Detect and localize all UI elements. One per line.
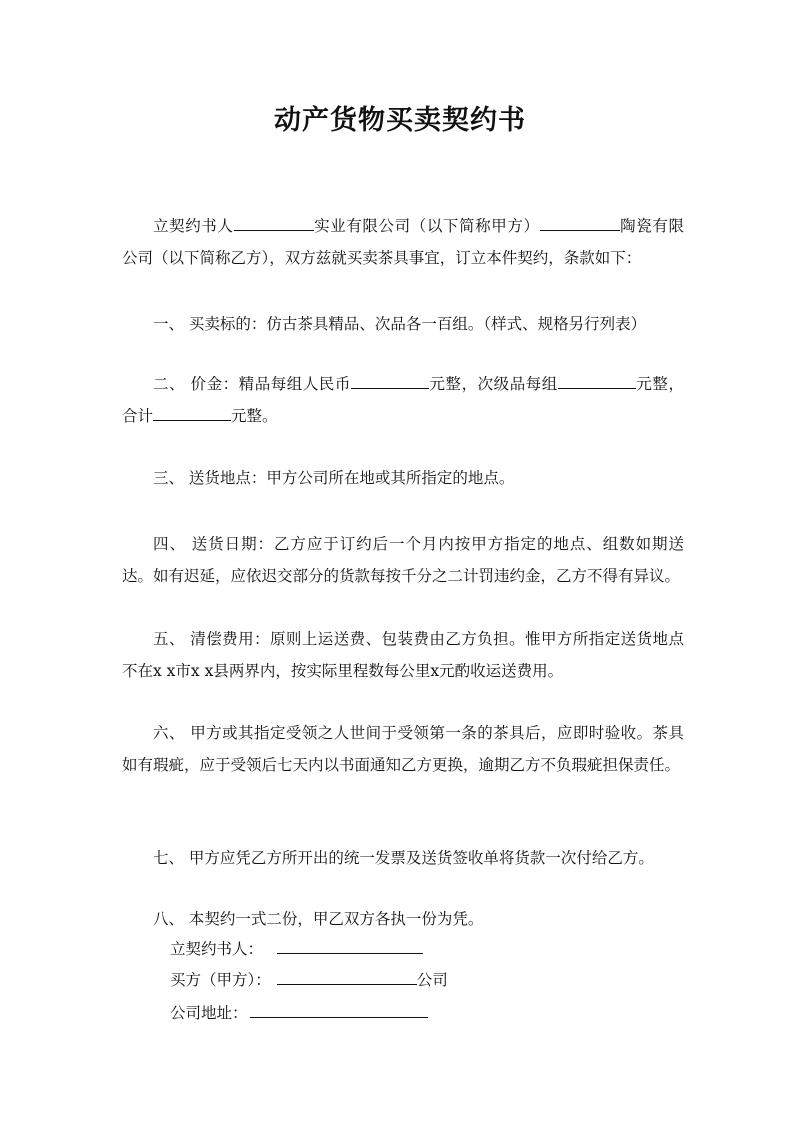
clause-5 [122,623,684,687]
signer-label: 立契约书人： [170,940,264,958]
second-price-blank [558,372,636,389]
clause-1 [122,308,684,340]
clause-2-text-c: 元整，合计 [122,375,684,425]
intro-text-2: 实业有限公司（以下简称甲方） [313,217,540,235]
clause-8 [122,903,684,935]
clause-7 [122,842,684,874]
signer-row [170,937,423,961]
clause-2-text-b: 元整，次级品每组 [428,375,558,393]
intro-paragraph [122,210,684,274]
buyer-suffix: 公司 [416,971,448,989]
clause-6-text: 六、 甲方或其指定受领之人世间于受领第一条的茶具后，应即时验收。茶具如有瑕疵，应于受领后七天内以书面通知乙方更换，逾期乙方不负瑕疵担保责任。 [122,724,684,774]
signer-blank [277,937,423,954]
clause-2-text-a: 二、 价金：精品每组人民币 [153,375,351,393]
clause-1-text: 一、 买卖标的：仿古茶具精品、次品各一百组。（样式、规格另行列表） [153,315,647,333]
intro-text-3: 陶瓷有限公司（以下简称乙方），双方兹就买卖茶具事宜，订立本件契约，条款如下： [122,217,684,267]
clause-3-text: 三、 送货地点：甲方公司所在地或其所指定的地点。 [153,469,515,487]
buyer-company-blank [277,968,417,985]
total-price-blank [153,404,231,421]
clause-5-text: 五、 清偿费用：原则上运送费、包装费由乙方负担。惟甲方所指定送货地点不在x x市x x县两界内，按实际里程数每公里x元酌收运送费用。 [122,630,684,680]
party-a-name-blank [234,214,314,231]
party-b-name-blank [540,214,620,231]
address-row [170,1001,428,1025]
fine-price-blank [351,372,429,389]
clause-3 [122,462,684,494]
address-blank [250,1001,428,1018]
clause-4 [122,528,684,592]
clause-2-text-d: 元整。 [231,407,278,425]
address-label: 公司地址： [170,1004,248,1022]
clause-8-text: 八、 本契约一式二份，甲乙双方各执一份为凭。 [153,910,484,928]
intro-text-1: 立契约书人 [153,217,234,235]
buyer-row [170,968,448,992]
document-title: 动产货物买卖契约书 [274,105,526,136]
clause-6 [122,717,684,781]
clause-2 [122,368,684,432]
clause-4-text: 四、 送货日期：乙方应于订约后一个月内按甲方指定的地点、组数如期送达。如有迟延，应依迟交部分的货款每按千分之二计罚违约金，乙方不得有异议。 [122,535,684,585]
clause-7-text: 七、 甲方应凭乙方所开出的统一发票及送货签收单将货款一次付给乙方。 [153,849,654,867]
buyer-label: 买方（甲方）： [170,971,271,989]
